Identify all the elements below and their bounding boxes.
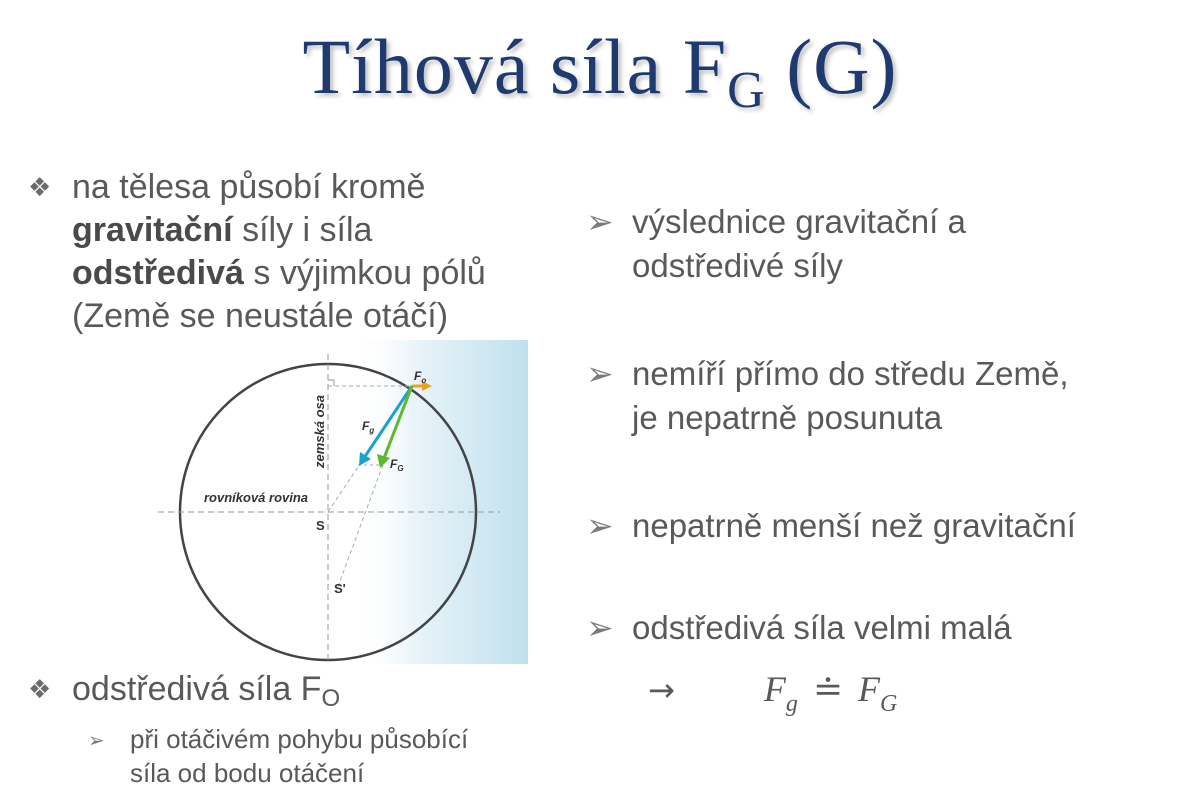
arrow-bullet-icon: ➢ — [586, 507, 614, 544]
diamond-bullet-icon: ❖ — [28, 172, 52, 202]
fG-label: $F_G$ — [390, 457, 404, 473]
implies-arrow-icon: → — [648, 671, 675, 709]
page-title: Tíhová síla $F_G$ (G) — [302, 23, 898, 119]
fg-label: $F_g$ — [362, 419, 375, 435]
centrifugal-detail: ➢ při otáčivém pohybu působící síla od bodu otáčení — [88, 724, 469, 788]
right-point-1: ➢ výslednice gravitační a odstředivé síly — [586, 200, 966, 288]
right-point-2: ➢ nemíří přímo do středu Země, je nepatrně posunuta — [586, 352, 1069, 440]
equator-label: rovníková rovina — [204, 490, 309, 505]
arrow-bullet-icon: ➢ — [586, 203, 614, 240]
centrifugal-bullet: ❖ odstředivá síla FO — [28, 670, 341, 712]
formula: → $F_g$ ≐ $F_G$ — [648, 669, 898, 717]
arrow-bullet-icon: ➢ — [586, 609, 614, 646]
right-point-4: ➢ odstředivá síla velmi malá — [586, 606, 1012, 650]
fo-label: $F_o$ — [414, 369, 427, 385]
atmosphere-band — [355, 340, 528, 664]
arrow-bullet-icon: ➢ — [88, 730, 105, 752]
right-point-3: ➢ nepatrně menší než gravitační — [586, 504, 1076, 548]
shifted-center-label: S' — [334, 581, 346, 596]
center-label: S — [316, 518, 325, 533]
axis-label: zemská osa — [312, 395, 327, 468]
diamond-bullet-icon: ❖ — [28, 674, 52, 704]
left-bullet: ❖ na tělesa působí kromě gravitační síly i síla odstředivá s výjimkou pólů (Země se neustále otáčí) — [28, 168, 486, 335]
earth-diagram — [150, 340, 528, 664]
arrow-bullet-icon: ➢ — [586, 355, 614, 392]
